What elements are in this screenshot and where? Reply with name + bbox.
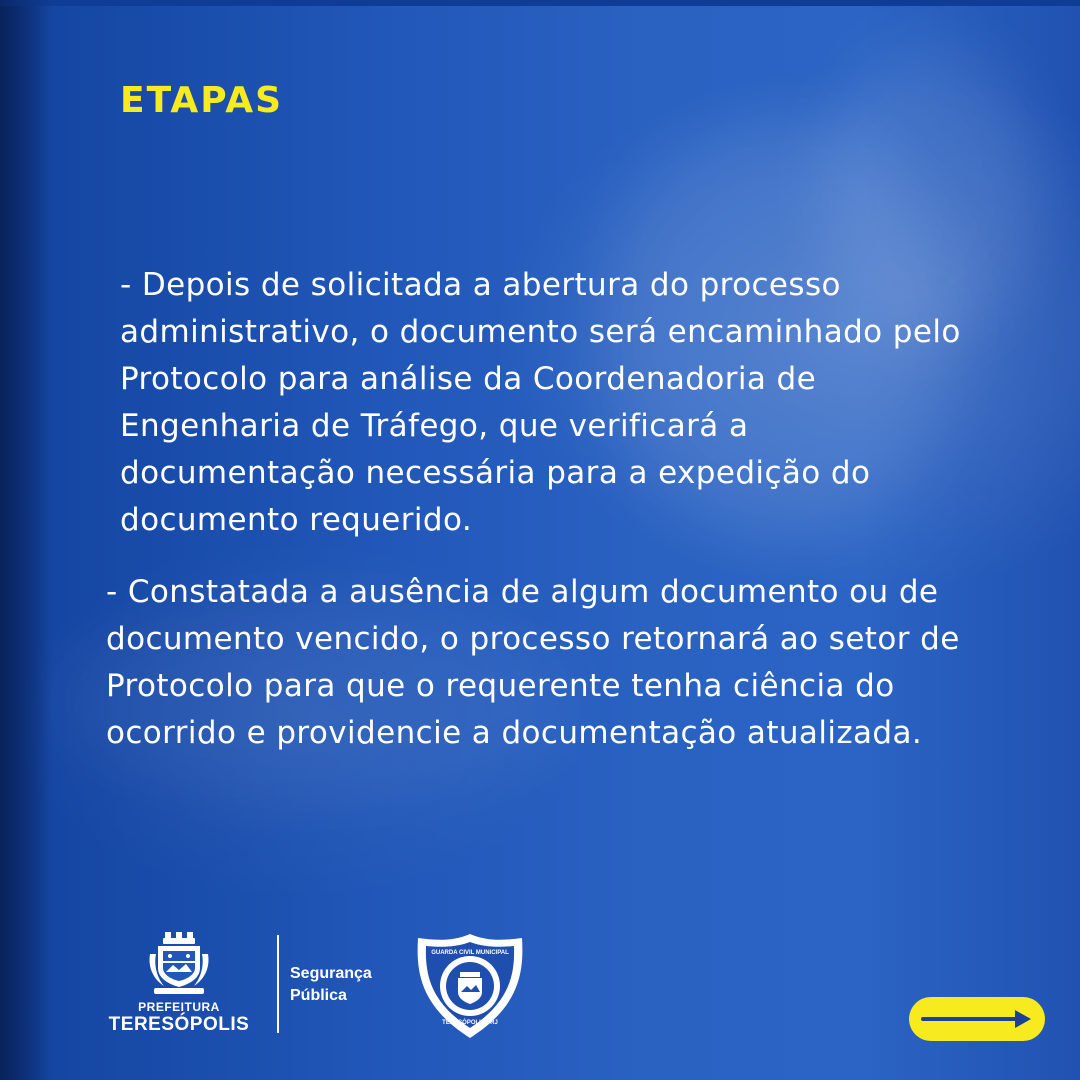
top-edge bbox=[0, 0, 1080, 6]
prefeitura-label: PREFEITURA bbox=[138, 1000, 220, 1014]
city-crest-icon bbox=[146, 932, 212, 996]
left-shadow bbox=[0, 0, 50, 1080]
guarda-civil-badge-icon bbox=[414, 932, 526, 1040]
seguranca-line-1: Segurança bbox=[290, 965, 372, 982]
badge-bottom-text: TERESÓPOLIS - RJ bbox=[442, 1020, 498, 1026]
arrow-right-icon bbox=[909, 997, 1045, 1041]
step-paragraph-2: - Constatada a ausência de algum documento ou de documento vencido, o processo retornará ao setor de Protocolo para que o requerente tenha ciência do ocorrido e providencie a documentação atualizada. bbox=[106, 574, 960, 751]
badge-top-text: GUARDA CIVIL MUNICIPAL bbox=[431, 950, 509, 956]
step-paragraph-1: - Depois de solicitada a abertura do processo administrativo, o documento será encaminhado pelo Protocolo para análise da Coordenadoria de Engenharia de Tráfego, que verificará a documentação necessária para a expedição do documento requerido. bbox=[120, 267, 961, 538]
footer-divider bbox=[277, 935, 279, 1033]
seguranca-line-2: Pública bbox=[290, 987, 347, 1004]
city-name-label: TERESÓPOLIS bbox=[108, 1014, 250, 1035]
next-slide-button[interactable] bbox=[909, 997, 1045, 1041]
seguranca-publica-label bbox=[290, 963, 372, 1007]
page-title: ETAPAS bbox=[120, 80, 284, 121]
prefeitura-logo bbox=[104, 930, 254, 1035]
